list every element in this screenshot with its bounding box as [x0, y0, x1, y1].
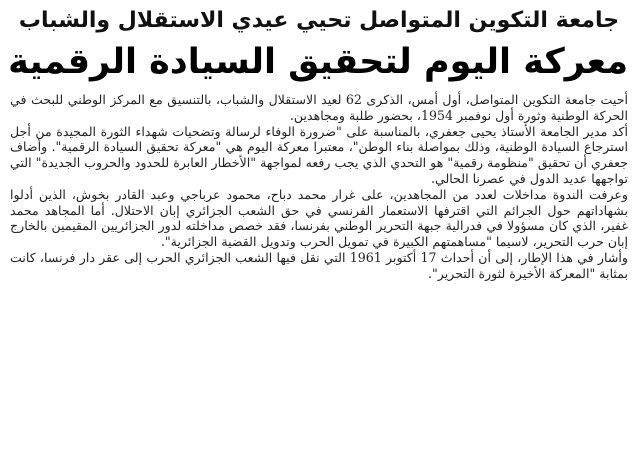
article-kicker: جامعة التكوين المتواصل تحيي عيدي الاستقلال والشباب — [18, 8, 620, 33]
article-paragraph: وأشار في هذا الإطار، إلى أن أحداث 17 أكتوبر 1961 التي نقل فيها الشعب الجزائري الحرب إلى عقر دار فرنسا، كانت بمثابة "المعركة الأخيرة لثورة التحرير". — [10, 249, 628, 281]
article-paragraph: وعرفت الندوة مداخلات لعدد من المجاهدين، على غرار محمد دباح، محمود عرباجي وعبد القادر بخوش، الذين أدلوا بشهاداتهم حول الجرائم التي اقترفها الاستعمار الفرنسي في حق الشعب الجزائري إبان الاحتلال. أما المجاهد محمد غفير، الذي كان مسؤولا في فدرالية جبهة التحرير الوطني بفرنسا، فقد خصص مداخلته لدور الجزائريين المقيمين بالخارج إبان حرب التحرير، لاسيما "مساهمتهم الكبيرة في تمويل الحرب وتدويل القضية الجزائرية". — [10, 186, 628, 250]
article-body — [10, 92, 628, 282]
article-headline: معركة اليوم لتحقيق السيادة الرقمية — [8, 42, 628, 82]
article-paragraph: أكد مدير الجامعة الأستاذ يحيى جعفري، بالمناسبة على "ضرورة الوفاء لرسالة وتضحيات شهداء الثورة المجيدة من أجل استرجاع السيادة الوطنية، وذلك بمواصلة بناء الوطن"، معتبرا معركة اليوم هي "معركة تحقيق السيادة الرقمية". وأضاف جعفري أن تحقيق "منظومة رقمية" هو التحدي الذي يجب رفعه لمواجهة "الأخطار العابرة للحدود والحروب الجديدة" التي تواجهها عديد الدول في عصرنا الحالي. — [10, 123, 628, 186]
article-paragraph: أحيت جامعة التكوين المتواصل، أول أمس، الذكرى 62 لعيد الاستقلال والشباب، بالتنسيق مع المركز الوطني للبحث في الحركة الوطنية وثورة أول نوفمبر 1954، بحضور طلبة ومجاهدين. — [10, 92, 629, 123]
